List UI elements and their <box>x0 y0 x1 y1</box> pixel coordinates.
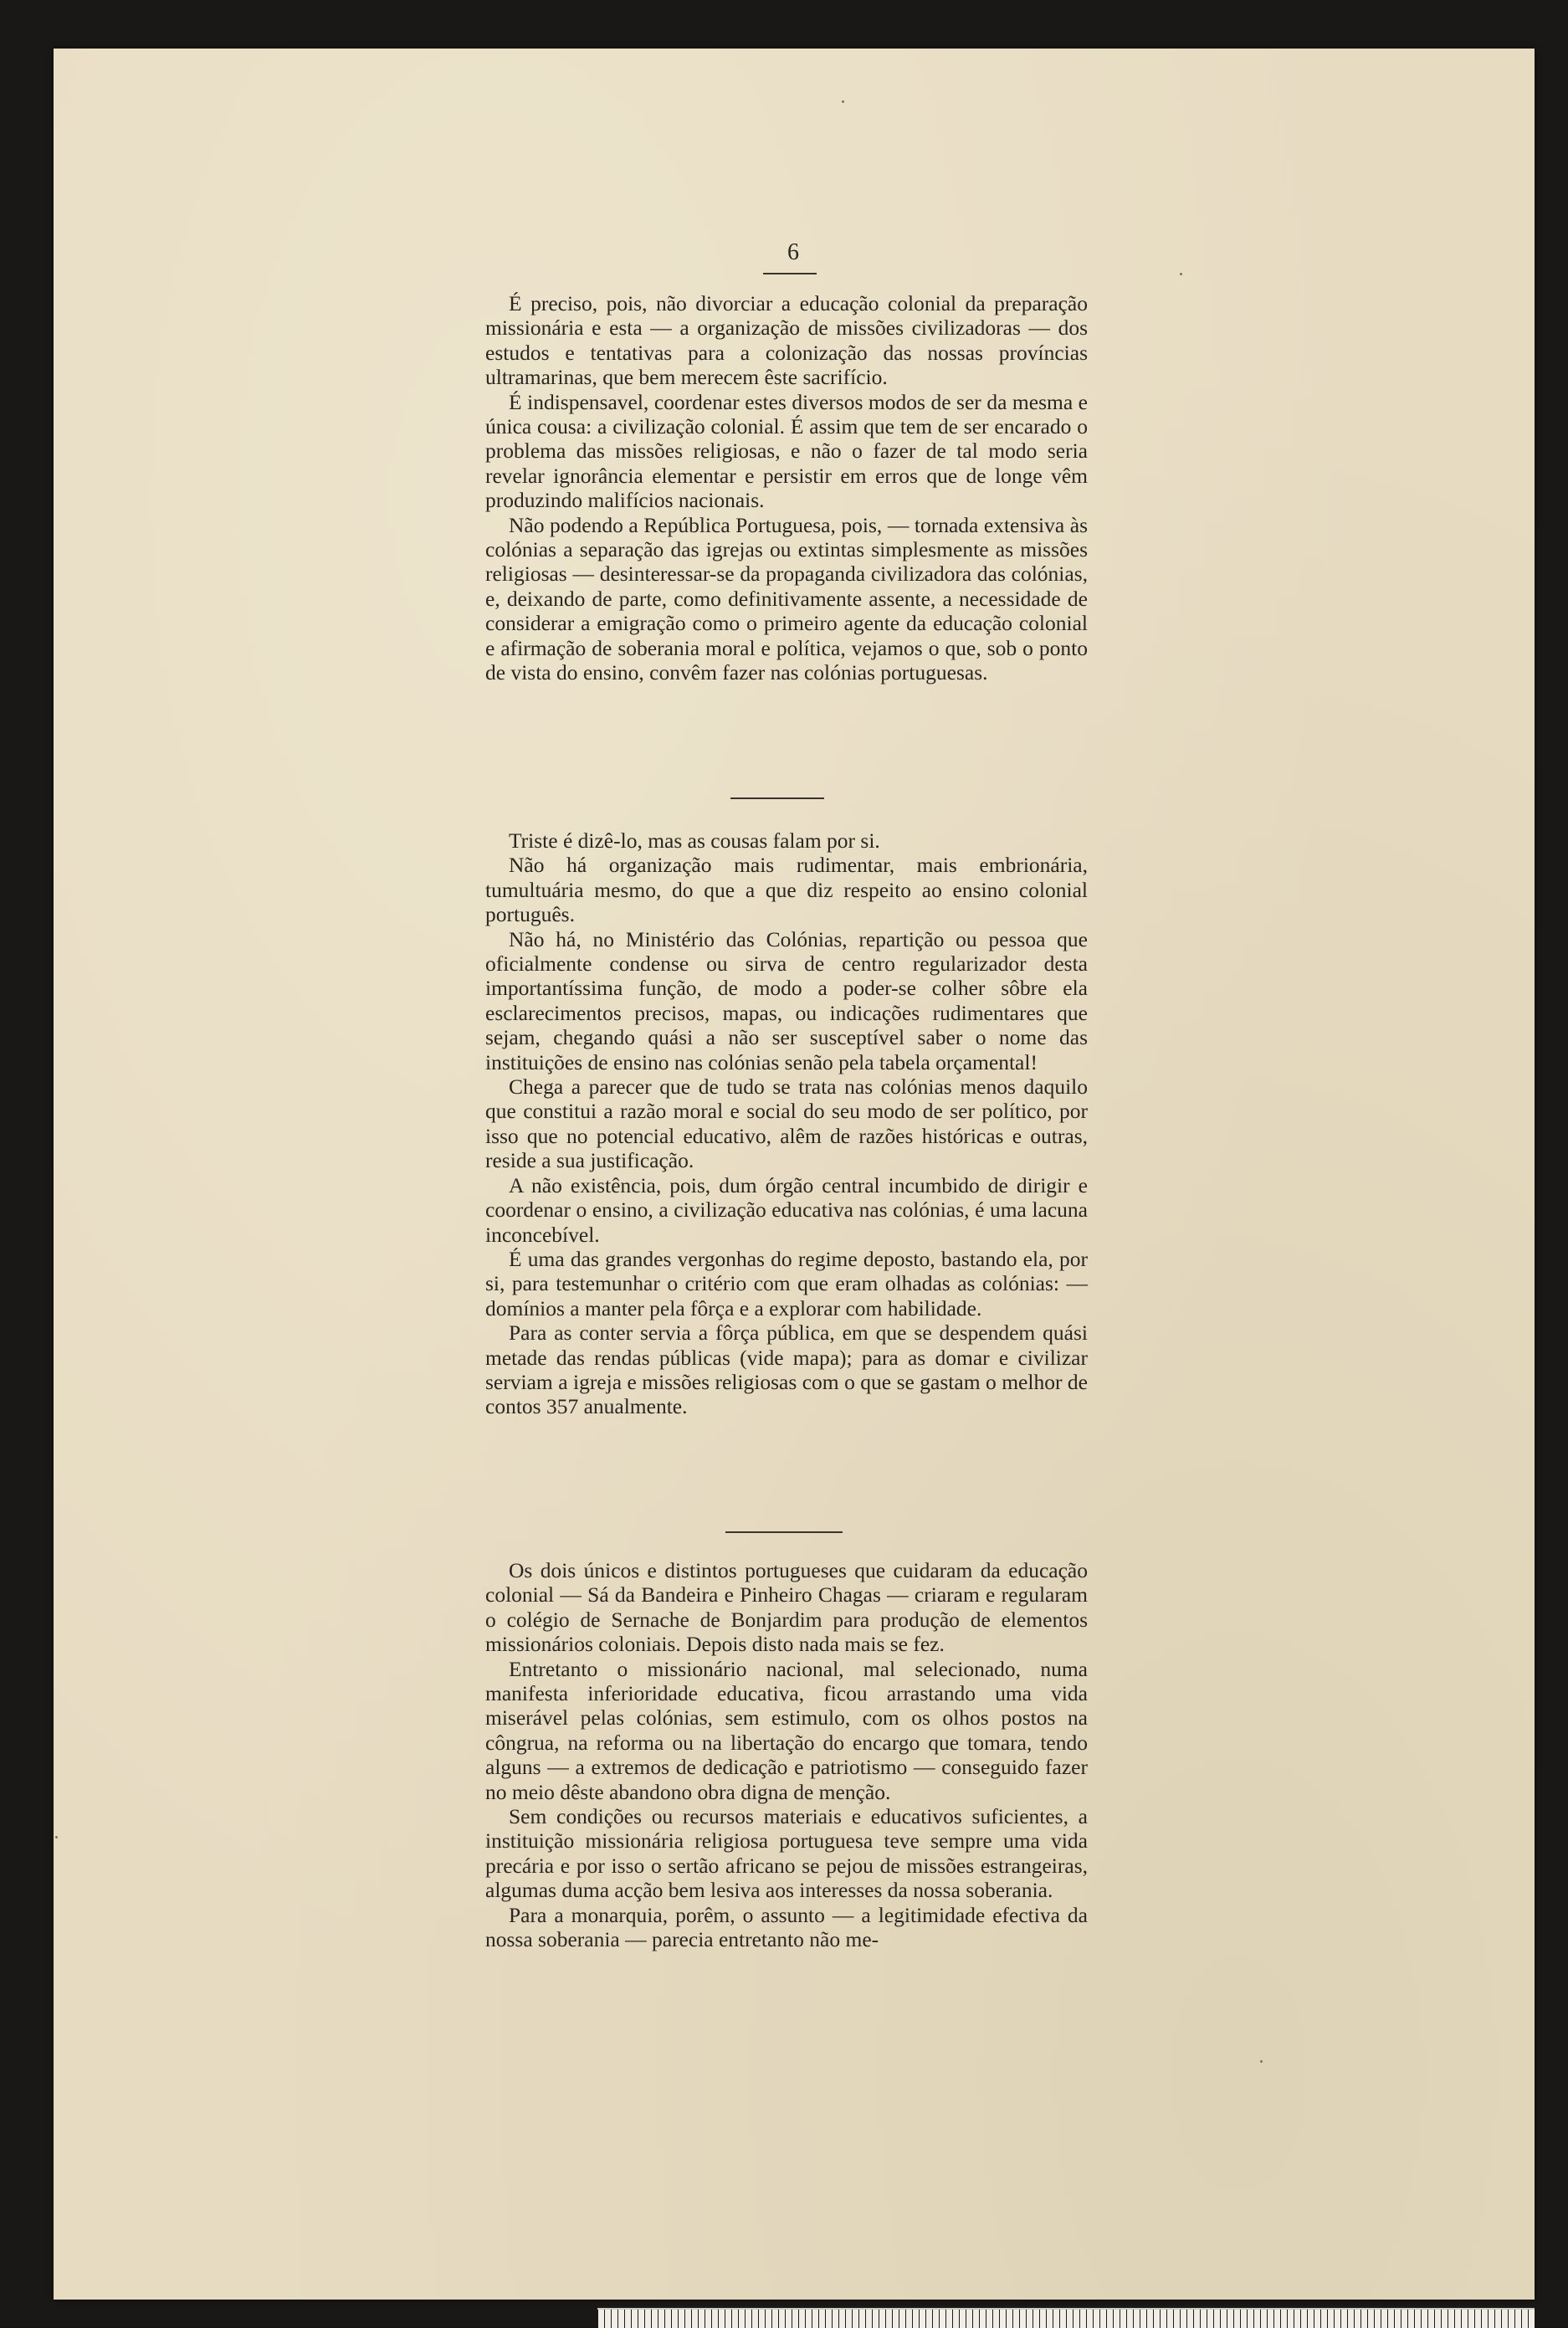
paragraph: Não podendo a República Portuguesa, pois, — tornada extensiva às colónias a separação das igrejas ou extintas simplesmente as missões religiosas — desinteressar-se da propaganda civilizadora das colónias, e, deixando de parte, como definitivamente assente, a necessidade de considerar a emigração como o primeiro agente da educação colonial e afirmação de soberania moral e política, vejamos o que, sob o ponto de vista do ensino, convêm fazer nas colónias portuguesas. <box>485 512 1088 685</box>
paper-speck <box>1260 2060 1263 2063</box>
section-divider <box>725 1531 843 1533</box>
paragraph: Para as conter servia a fôrça pública, em que se despendem quási metade das rendas públicas (vide mapa); para as domar e civilizar serviam a igreja e missões religiosas com o que se gastam o melhor de contos 357 anualmente. <box>485 1320 1088 1419</box>
paragraph: Não há, no Ministério das Colónias, repartição ou pessoa que oficialmente condense ou sirva de centro regularizador desta importantíssima função, de modo a poder-se colher sôbre ela esclarecimentos precisos, mapas, ou indicações rudimentares que sejam, chegando quási a não ser susceptível saber o nome das instituições de ensino nas colónias senão pela tabela orçamental! <box>485 926 1088 1074</box>
section-3-text <box>485 1558 1088 1952</box>
section-divider <box>730 797 824 799</box>
paragraph: A não existência, pois, dum órgão central incumbido de dirigir e coordenar o ensino, a civilização educativa nas colónias, é uma lacuna inconcebível. <box>485 1172 1088 1247</box>
paragraph: Chega a parecer que de tudo se trata nas colónias menos daquilo que constitui a razão moral e social do seu modo de ser político, por isso que no potencial educativo, alêm de razões históricas e outras, reside a sua justificação. <box>485 1074 1088 1173</box>
page-number-rule <box>763 273 817 274</box>
paragraph: Os dois únicos e distintos portugueses que cuidaram da educação colonial — Sá da Bandeira e Pinheiro Chagas — criaram e regularam o colégio de Sernache de Bonjardim para produção de elementos missionários coloniais. Depois disto nada mais se fez. <box>485 1558 1088 1657</box>
paragraph: Para a monarquia, porêm, o assunto — a legitimidade efectiva da nossa soberania — parecia entretanto não me- <box>485 1902 1088 1952</box>
scan-ruler <box>597 2308 1535 2328</box>
paper-speck <box>55 1836 58 1838</box>
paragraph: Triste é dizê-lo, mas as cousas falam por si. <box>509 828 880 853</box>
page-number: 6 <box>787 239 799 265</box>
paper-speck <box>842 100 844 103</box>
section-2-text <box>485 828 1088 1419</box>
paragraph: Não há organização mais rudimentar, mais embrionária, tumultuária mesmo, do que a que diz respeito ao ensino colonial português. <box>485 853 1088 927</box>
paper-speck <box>1180 273 1182 275</box>
paragraph: Sem condições ou recursos materiais e educativos suficientes, a instituição missionária religiosa portuguesa teve sempre uma vida precária e por isso o sertão africano se pejou de missões estrangeiras, algumas duma acção bem lesiva aos interesses da nossa soberania. <box>485 1804 1088 1903</box>
paragraph: É uma das grandes vergonhas do regime deposto, bastando ela, por si, para testemunhar o critério com que eram olhadas as colónias: — domínios a manter pela fôrça e a explorar com habilidade. <box>485 1246 1088 1320</box>
paragraph: É indispensavel, coordenar estes diversos modos de ser da mesma e única cousa: a civilização colonial. É assim que tem de ser encarado o problema das missões religiosas, e não o fazer de tal modo seria revelar ignorância elementar e persistir em erros que de longe vêm produzindo malifícios nacionais. <box>485 389 1088 513</box>
section-1-text <box>485 291 1088 685</box>
paragraph: Entretanto o missionário nacional, mal selecionado, numa manifesta inferioridade educativa, ficou arrastando uma vida miserável pelas colónias, sem estimulo, com os olhos postos na côngrua, na reforma ou na libertação do encargo que tomara, tendo alguns — a extremos de dedicação e patriotismo — conseguido fazer no meio dêste abandono obra digna de menção. <box>485 1656 1088 1804</box>
paragraph: É preciso, pois, não divorciar a educação colonial da preparação missionária e esta — a organização de missões civilizadoras — dos estudos e tentativas para a colonização das nossas províncias ultramarinas, que bem merecem êste sacrifício. <box>485 291 1088 390</box>
